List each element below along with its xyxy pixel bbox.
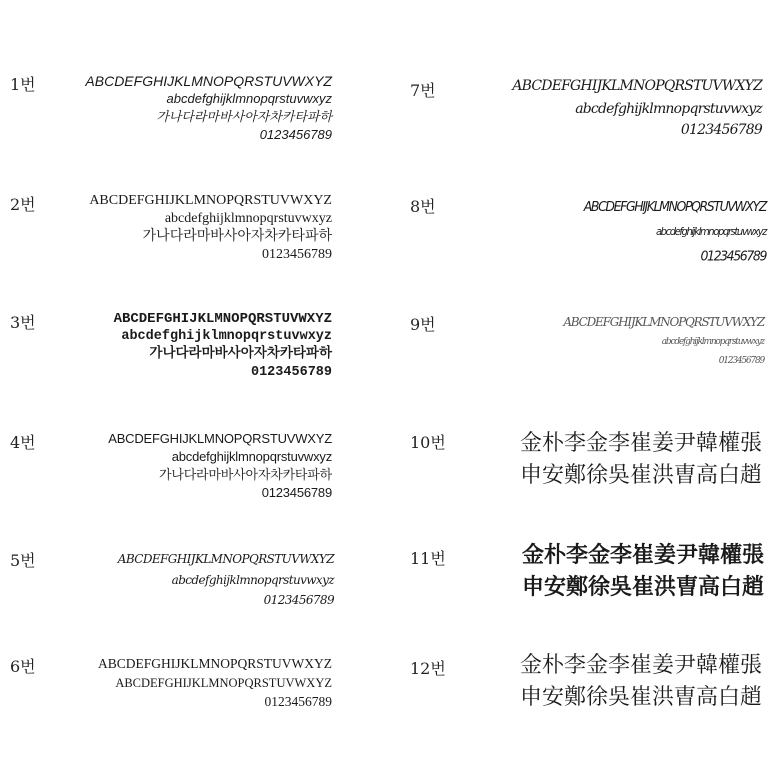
sample-text bbox=[563, 312, 764, 370]
sample-number: 2번 bbox=[10, 195, 36, 214]
hangul-line: 가나다라마바사아자차카타파하 bbox=[158, 467, 332, 482]
digits-line: 0123456789 bbox=[259, 127, 332, 142]
digits-line: 0123456789 bbox=[718, 356, 764, 366]
sample-text bbox=[114, 310, 332, 382]
hanja-line-1: 金朴李金李崔姜尹韓權張 bbox=[521, 543, 764, 568]
uppercase-line: ABCDEFGHIJKLMNOPQRSTUVWXYZ bbox=[85, 73, 332, 89]
sample-text bbox=[522, 540, 764, 604]
hanja-line-2: 申安鄭徐吳崔洪曺高白趙 bbox=[519, 463, 762, 488]
uppercase-line: ABCDEFGHIJKLMNOPQRSTUVWXYZ bbox=[512, 78, 762, 94]
hanja-line-1: 金朴李金李崔姜尹韓權張 bbox=[519, 653, 762, 678]
sample-text bbox=[108, 430, 332, 502]
uppercase-line: ABCDEFGHIJKLMNOPQRSTUVWXYZ bbox=[563, 315, 764, 329]
lowercase-line: abcdefghijklmnopqrstuvwxyz bbox=[164, 211, 332, 226]
digits-line: 0123456789 bbox=[700, 247, 766, 264]
lowercase-line: abcdefghijklmnopqrstuvwxyz bbox=[575, 101, 762, 117]
lowercase-line: abcdefghijklmnopqrstuvwxyz bbox=[166, 91, 332, 106]
sample-number: 11번 bbox=[410, 549, 446, 568]
sample-text bbox=[520, 650, 762, 714]
digits-line: 0123456789 bbox=[250, 365, 332, 380]
uppercase-line: ABCDEFGHIJKLMNOPQRSTUVWXYZ bbox=[97, 656, 332, 671]
digits-line: 0123456789 bbox=[264, 694, 332, 709]
uppercase-line: ABCDEFGHIJKLMNOPQRSTUVWXYZ bbox=[583, 198, 766, 215]
sample-text bbox=[89, 192, 332, 264]
sample-number: 12번 bbox=[410, 659, 446, 678]
hangul-line: 가나다라마바사아자차카타파하 bbox=[149, 347, 332, 362]
hanja-line-1: 金朴李金李崔姜尹韓權張 bbox=[519, 431, 762, 456]
sample-text bbox=[584, 192, 766, 268]
uppercase-line: ABCDEFGHIJKLMNOPQRSTUVWXYZ bbox=[108, 431, 332, 446]
sample-number: 8번 bbox=[410, 197, 436, 216]
sample-number: 6번 bbox=[10, 657, 36, 676]
hanja-line-2: 申安鄭徐吳崔洪曺高白趙 bbox=[521, 575, 764, 600]
lowercase-line: abcdefghijklmnopqrstuvwxyz bbox=[655, 226, 766, 239]
sample-text bbox=[118, 548, 334, 610]
digits-line: 0123456789 bbox=[263, 593, 334, 607]
sample-number: 10번 bbox=[410, 433, 446, 452]
digits-line: 0123456789 bbox=[261, 485, 332, 500]
digits-line: 0123456789 bbox=[680, 122, 762, 138]
hanja-line-2: 申安鄭徐吳崔洪曺高白趙 bbox=[519, 685, 762, 710]
lowercase-line: abcdefghijklmnopqrstuvwxyz bbox=[661, 337, 764, 347]
lowercase-line: abcdefghijklmnopqrstuvwxyz bbox=[171, 449, 332, 464]
sample-text bbox=[85, 72, 332, 144]
lowercase-line: abcdefghijklmnopqrstuvwxyz bbox=[121, 329, 332, 344]
small-caps-line: ABCDEFGHIJKLMNOPQRSTUVWXYZ bbox=[115, 676, 332, 690]
sample-number: 4번 bbox=[10, 433, 36, 452]
uppercase-line: ABCDEFGHIJKLMNOPQRSTUVWXYZ bbox=[89, 193, 332, 208]
hangul-line: 가나다라마바사아자차카타파하 bbox=[156, 109, 332, 124]
sample-number: 5번 bbox=[10, 551, 36, 570]
sample-number: 9번 bbox=[410, 315, 436, 334]
sample-text bbox=[520, 428, 762, 492]
lowercase-line: abcdefghijklmnopqrstuvwxyz bbox=[171, 573, 334, 587]
uppercase-line: ABCDEFGHIJKLMNOPQRSTUVWXYZ bbox=[113, 311, 332, 327]
digits-line: 0123456789 bbox=[262, 247, 332, 262]
uppercase-line: ABCDEFGHIJKLMNOPQRSTUVWXYZ bbox=[117, 552, 334, 566]
sample-number: 7번 bbox=[410, 81, 436, 100]
sample-text bbox=[98, 654, 332, 712]
sample-number: 3번 bbox=[10, 313, 36, 332]
sample-text bbox=[512, 74, 762, 140]
hangul-line: 가나다라마바사아자차카타파하 bbox=[142, 229, 332, 244]
sample-number: 1번 bbox=[10, 75, 36, 94]
